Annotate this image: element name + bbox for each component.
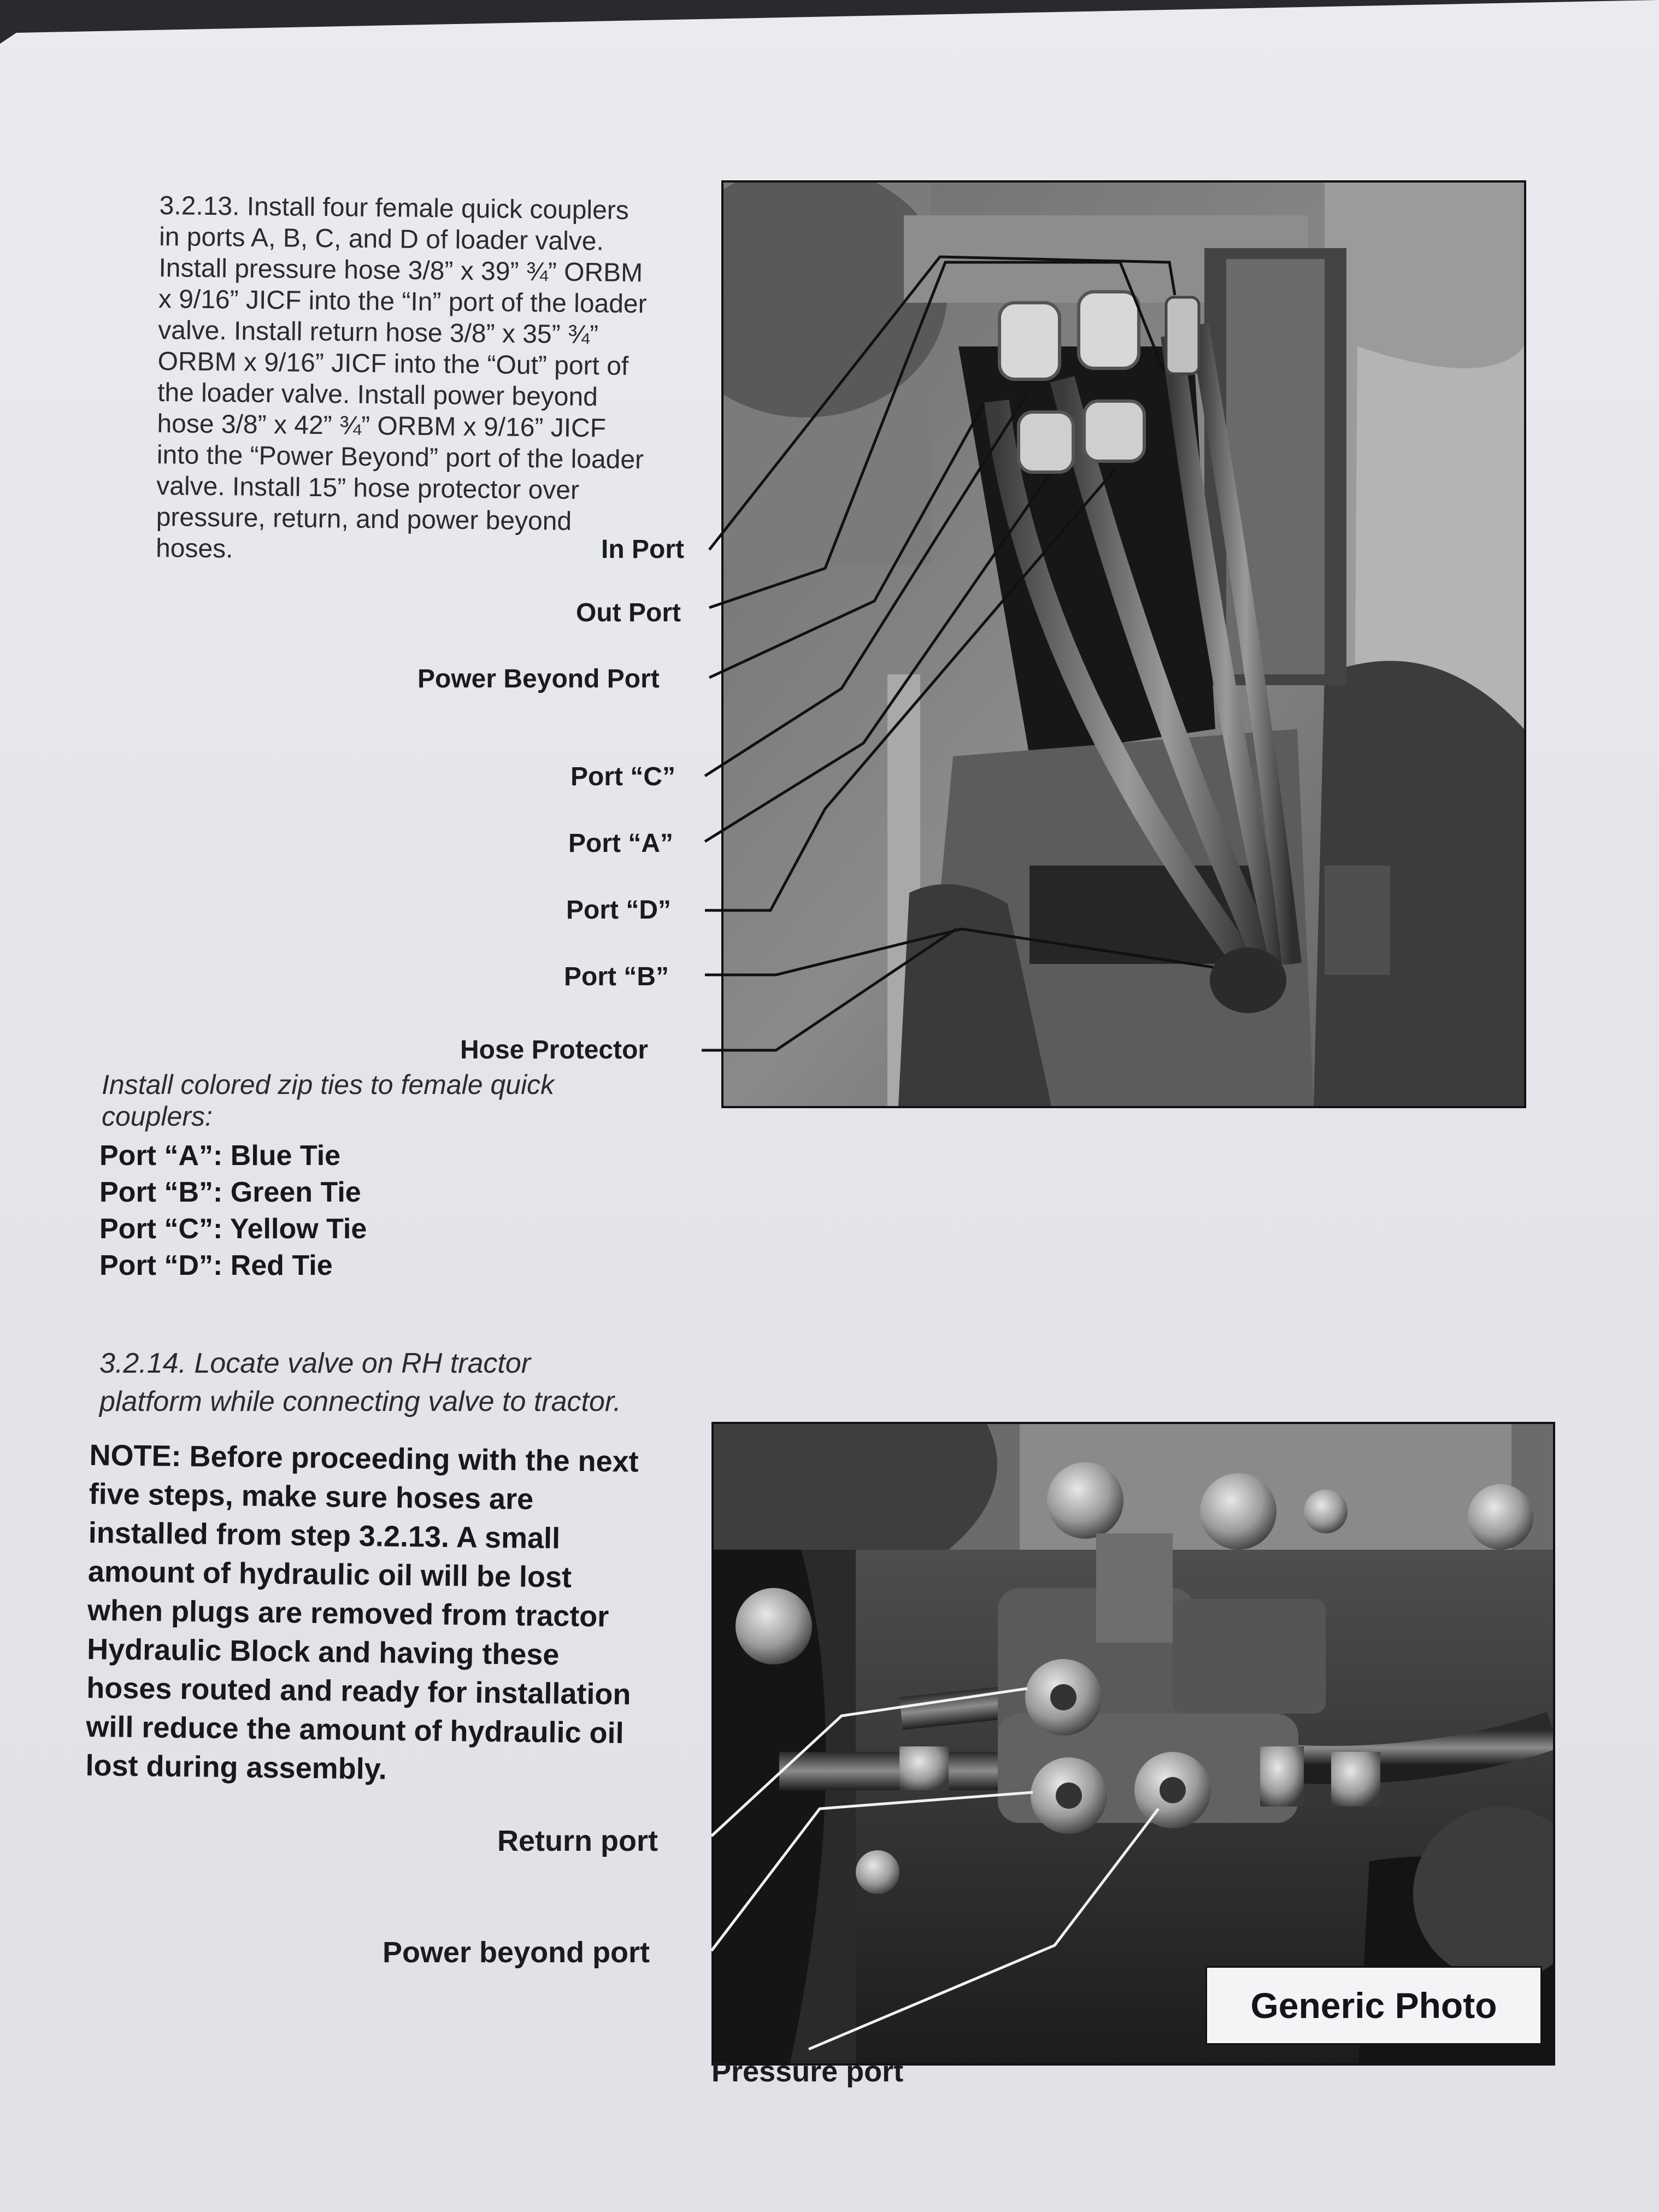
paragraph-line: Install pressure hose 3/8” x 39” ¾” ORBM (158, 253, 643, 288)
callout-port-a: Port “A” (568, 829, 673, 858)
leader-port-a (705, 475, 1049, 842)
note-line: hoses routed and ready for installation (86, 1671, 631, 1711)
leader-pressure-port (809, 1809, 1158, 2049)
note-line: NOTE: Before proceeding with the next (89, 1438, 639, 1479)
paragraph-line: ORBM x 9/16” JICF into the “Out” port of (157, 346, 629, 381)
leader-in-port (709, 257, 1175, 550)
paragraph-line: hoses. (155, 533, 233, 564)
note-line: lost during assembly. (85, 1749, 387, 1786)
leader-power-beyond-port (709, 404, 984, 678)
leader-return-port (711, 1689, 1027, 1836)
top-leader-lines (702, 257, 1213, 1050)
note-line: five steps, make sure hoses are (89, 1477, 534, 1516)
zip-tie-intro-line: Install colored zip ties to female quick (102, 1069, 555, 1100)
note-line: when plugs are removed from tractor (87, 1593, 609, 1633)
callout-hose-protector: Hose Protector (460, 1036, 649, 1064)
note-line: installed from step 3.2.13. A small (88, 1516, 561, 1555)
paragraph-line: valve. Install 15” hose protector over (156, 471, 580, 505)
callout-power-beyond-port: Power Beyond Port (417, 664, 660, 693)
zip-tie-intro-line: couplers: (102, 1101, 213, 1132)
paragraph-line: hose 3/8” x 42” ¾” ORBM x 9/16” JICF (157, 409, 607, 443)
generic-photo-caption: Generic Photo (1205, 1966, 1542, 2045)
zip-tie-item: Port “C”: Yellow Tie (99, 1213, 367, 1245)
paragraph-line: valve. Install return hose 3/8” x 35” ¾” (158, 315, 599, 350)
callout-out-port: Out Port (576, 598, 681, 627)
paragraph-line: pressure, return, and power beyond (156, 502, 572, 536)
paragraph-line: 3.2.14. Locate valve on RH tractor (99, 1348, 531, 1379)
note-line: amount of hydraulic oil will be lost (87, 1555, 572, 1594)
zip-tie-item: Port “D”: Red Tie (99, 1250, 333, 1281)
paragraph-line: the loader valve. Install power beyond (157, 378, 598, 412)
zip-tie-item: Port “B”: Green Tie (99, 1176, 361, 1208)
leader-port-c (705, 393, 1027, 776)
bottom-leader-lines (711, 1689, 1158, 2049)
paragraph-line: 3.2.13. Install four female quick couplers (159, 191, 630, 225)
zip-tie-item: Port “A”: Blue Tie (99, 1140, 341, 1172)
leader-port-b (705, 929, 1213, 975)
callout-in-port: In Port (601, 535, 684, 564)
note-line: Hydraulic Block and having these (86, 1632, 560, 1672)
callout-return-port: Return port (497, 1825, 658, 1857)
paragraph-line: platform while connecting valve to tractor. (99, 1386, 621, 1417)
callout-port-c: Port “C” (570, 762, 675, 791)
note-line: will reduce the amount of hydraulic oil (86, 1710, 624, 1750)
leader-hose-protector (702, 929, 956, 1050)
callout-port-b: Port “B” (564, 962, 669, 991)
leader-out-port (709, 262, 1164, 608)
callout-power-beyond-port-bottom: Power beyond port (383, 1936, 650, 1969)
paragraph-line: x 9/16” JICF into the “In” port of the loader (158, 284, 647, 319)
paragraph-line: in ports A, B, C, and D of loader valve. (158, 222, 604, 256)
callout-port-d: Port “D” (566, 896, 671, 925)
callout-pressure-port: Pressure port (711, 2055, 904, 2088)
leader-power-beyond-port-bottom (711, 1792, 1033, 1951)
paragraph-line: into the “Power Beyond” port of the loader (156, 440, 644, 475)
